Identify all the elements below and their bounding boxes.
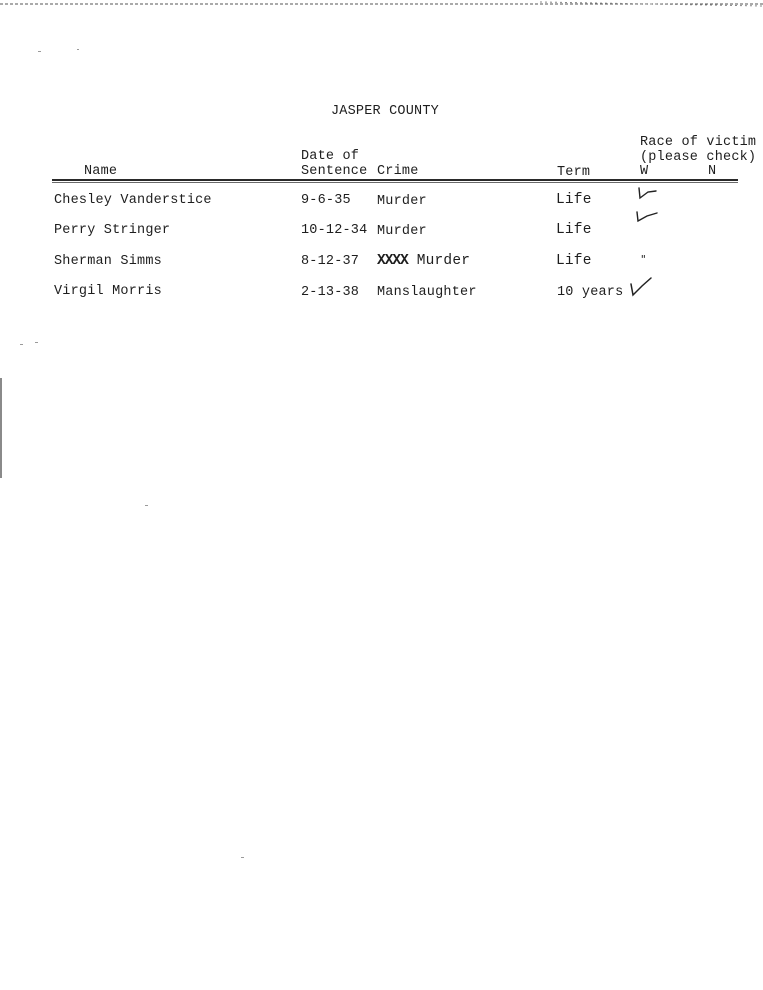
header-rule-thin [52, 182, 738, 183]
header-race-n: N [708, 164, 717, 179]
row-crime: Murder [416, 253, 471, 269]
header-race-line2: (please check) [640, 150, 757, 165]
row-date: 10-12-34 [301, 223, 368, 238]
struck-out-text: XXXX [377, 253, 408, 269]
check-mark-icon [628, 276, 654, 298]
row-date: 8-12-37 [301, 254, 360, 269]
ditto-mark: " [640, 253, 647, 266]
scan-speck [241, 857, 244, 858]
header-date-line2: Sentence [301, 164, 368, 179]
row-crime: Murder [377, 194, 427, 209]
check-mark-icon [636, 186, 660, 200]
row-name: Virgil Morris [54, 284, 162, 299]
row-date: 2-13-38 [301, 285, 360, 300]
row-name: Sherman Simms [54, 254, 162, 269]
row-term: Life [556, 222, 592, 238]
scan-speck [145, 505, 148, 506]
header-race-w: W [640, 164, 649, 179]
row-term: 10 years [557, 285, 624, 300]
document-title: JASPER COUNTY [331, 104, 439, 119]
header-term: Term [557, 165, 591, 180]
scan-speck [35, 342, 38, 343]
scan-speck [38, 51, 41, 52]
header-crime: Crime [377, 164, 419, 179]
header-name: Name [84, 164, 118, 179]
header-date-line1: Date of [301, 149, 360, 164]
row-crime: Manslaughter [377, 285, 477, 300]
row-name: Perry Stringer [54, 223, 171, 238]
check-mark-icon [634, 208, 660, 224]
scan-margin-mark [0, 378, 2, 478]
row-name: Chesley Vanderstice [54, 193, 212, 208]
header-race-line1: Race of victim [640, 135, 757, 150]
scan-speck [77, 49, 79, 50]
scan-speck [20, 344, 23, 345]
header-rule [52, 179, 738, 181]
row-date: 9-6-35 [301, 193, 351, 208]
row-term: Life [556, 253, 592, 269]
scan-edge-top [0, 0, 763, 10]
row-crime: Murder [377, 224, 427, 239]
row-term: Life [556, 192, 592, 208]
row-crime-cell [377, 254, 470, 269]
